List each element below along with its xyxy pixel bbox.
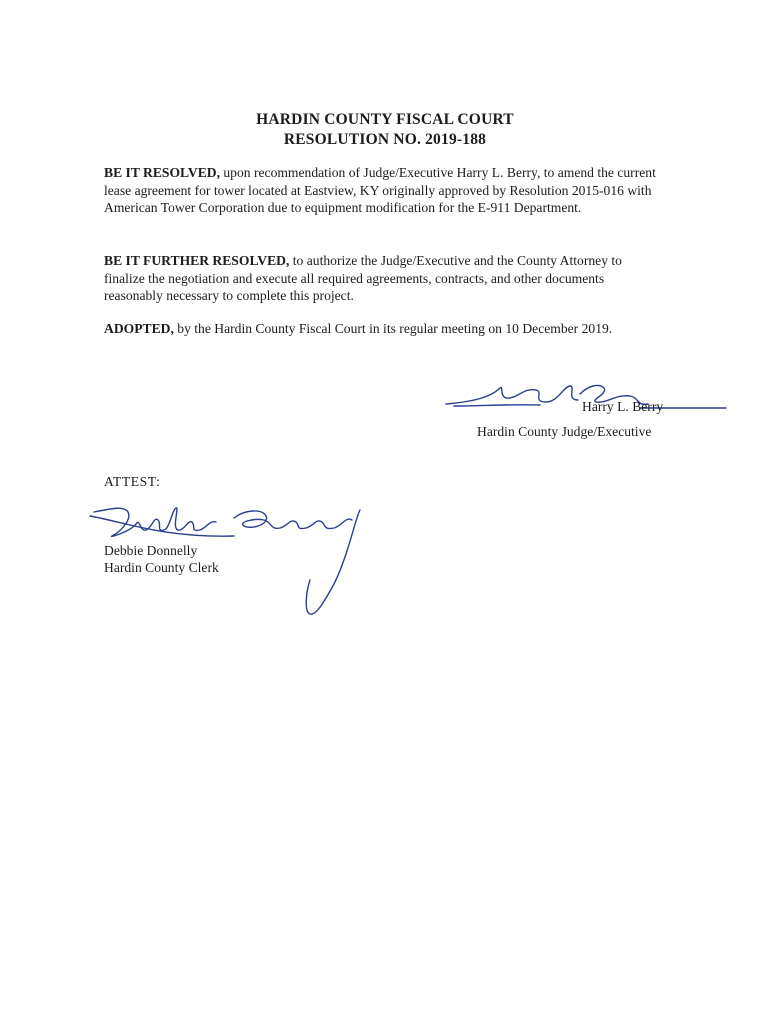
judge-name: Harry L. Berry [582, 399, 664, 414]
adopted-text: by the Hardin County Fiscal Court in its regular meeting on 10 December 2019. [173, 321, 613, 336]
judge-title: Hardin County Judge/Executive [477, 424, 652, 439]
attest-label: ATTEST: [104, 474, 161, 489]
adopted-paragraph [104, 320, 664, 338]
clerk-title: Hardin County Clerk [104, 560, 219, 575]
resolution-number: RESOLUTION NO. 2019-188 [283, 131, 487, 148]
resolved-text: upon recommendation of Judge/Executive Harry L. Berry, to amend the current lease agreement for tower located at Eastview, KY originally approved by Resolution 2015-016 with American Tower Corporation due to equipment modification for the E-911 Department. [104, 165, 656, 216]
resolved-paragraph [104, 164, 664, 217]
further-resolved-text: to authorize the Judge/Executive and the County Attorney to finalize the negotiation and execute all required agreements, contracts, and other documents reasonably necessary to complete this project. [104, 253, 622, 304]
clerk-signature [84, 496, 374, 622]
adopted-lead: ADOPTED, [104, 321, 174, 336]
clerk-name: Debbie Donnelly [104, 543, 198, 558]
resolved-lead: BE IT RESOLVED, [104, 165, 220, 180]
further-resolved-lead: BE IT FURTHER RESOLVED, [104, 253, 290, 268]
further-resolved-paragraph [104, 252, 664, 305]
document-title: HARDIN COUNTY FISCAL COURT [256, 111, 514, 128]
